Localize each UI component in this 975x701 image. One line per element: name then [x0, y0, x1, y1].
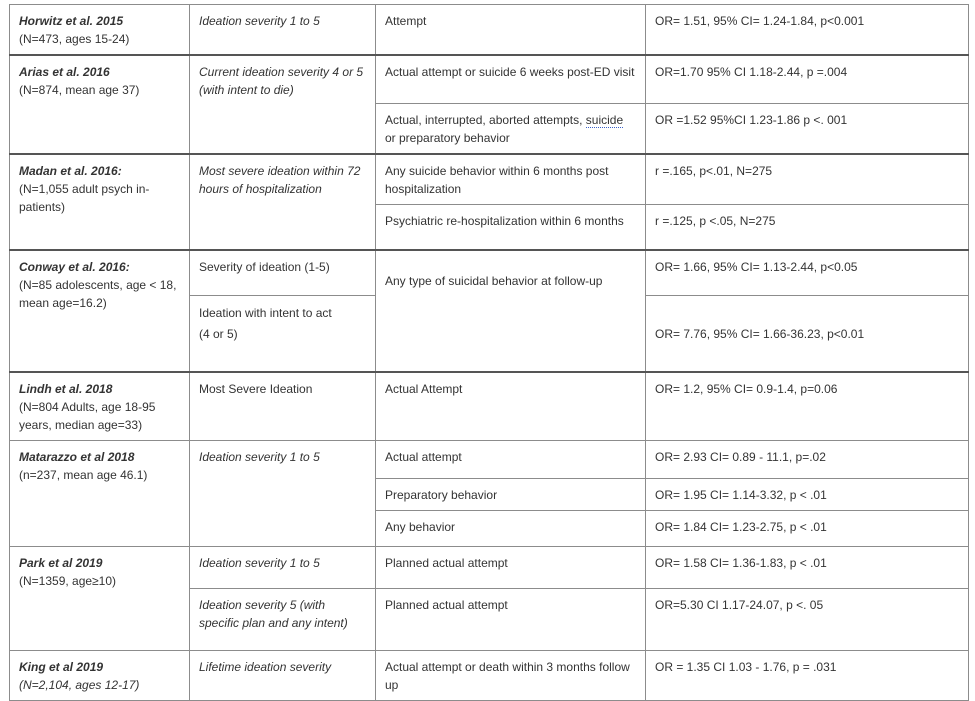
outcome-cell: Planned actual attempt — [376, 589, 646, 651]
table-row — [10, 651, 969, 701]
result-cell: OR=5.30 CI 1.17-24.07, p <. 05 — [646, 589, 969, 651]
study-cell — [10, 250, 190, 372]
measure-cell: Lifetime ideation severity — [190, 651, 376, 701]
result-cell: OR= 1.58 CI= 1.36-1.83, p < .01 — [646, 547, 969, 589]
study-name: Matarazzo et al 2018 — [19, 450, 135, 464]
study-detail: (N=473, ages 15-24) — [19, 32, 130, 46]
study-cell — [10, 372, 190, 441]
measure-cell: Most Severe Ideation — [190, 372, 376, 441]
table-row — [10, 5, 969, 56]
measure-line: Ideation with intent to act — [199, 305, 332, 320]
study-name: Conway et al. 2016: — [19, 260, 130, 274]
result-cell: OR = 1.35 CI 1.03 - 1.76, p = .031 — [646, 651, 969, 701]
outcome-text: or preparatory behavior — [385, 130, 510, 145]
table-row — [10, 547, 969, 589]
measure-cell: Severity of ideation (1-5) — [190, 250, 376, 295]
study-detail: (N=85 adolescents, age < 18, mean age=16.2) — [19, 278, 177, 310]
result-cell: OR=1.70 95% CI 1.18-2.44, p =.004 — [646, 55, 969, 103]
study-cell — [10, 55, 190, 154]
result-cell: OR =1.52 95%CI 1.23-1.86 p <. 001 — [646, 103, 969, 154]
study-cell — [10, 651, 190, 701]
measure-cell: Ideation severity 1 to 5 — [190, 441, 376, 547]
study-detail: (N=1359, age≥10) — [19, 574, 116, 588]
outcome-cell: Actual attempt or death within 3 months follow up — [376, 651, 646, 701]
table-row — [10, 154, 969, 205]
result-cell: OR= 1.2, 95% CI= 0.9-1.4, p=0.06 — [646, 372, 969, 441]
study-detail: (N=1,055 adult psych in-patients) — [19, 181, 150, 214]
study-cell — [10, 154, 190, 251]
outcome-cell: Psychiatric re-hospitalization within 6 months — [376, 204, 646, 250]
outcome-cell: Actual attempt — [376, 441, 646, 479]
measure-cell — [190, 295, 376, 372]
study-name: Madan et al. 2016: — [19, 163, 122, 178]
study-name: King et al 2019 — [19, 660, 104, 674]
result-cell: r =.125, p <.05, N=275 — [646, 204, 969, 250]
study-name: Arias et al. 2016 — [19, 65, 110, 79]
measure-cell: Ideation severity 1 to 5 — [190, 5, 376, 56]
outcome-cell: Attempt — [376, 5, 646, 56]
evidence-table — [9, 4, 969, 701]
measure-cell: Current ideation severity 4 or 5 (with intent to die) — [190, 55, 376, 154]
measure-line: (4 or 5) — [199, 326, 238, 341]
measure-cell: Ideation severity 1 to 5 — [190, 547, 376, 589]
result-cell: OR= 1.51, 95% CI= 1.24-1.84, p<0.001 — [646, 5, 969, 56]
outcome-cell: Any behavior — [376, 511, 646, 547]
result-cell: OR= 2.93 CI= 0.89 - 11.1, p=.02 — [646, 441, 969, 479]
study-cell — [10, 441, 190, 547]
result-cell: OR= 1.84 CI= 1.23-2.75, p < .01 — [646, 511, 969, 547]
table-row — [10, 441, 969, 479]
table-row — [10, 55, 969, 103]
measure-cell: Most severe ideation within 72 hours of hospitalization — [190, 154, 376, 251]
table-row — [10, 250, 969, 295]
outcome-cell: Any suicide behavior within 6 months post hospitalization — [376, 154, 646, 205]
result-cell: OR= 1.66, 95% CI= 1.13-2.44, p<0.05 — [646, 250, 969, 295]
study-detail: (N=804 Adults, age 18-95 years, median age=33) — [19, 400, 156, 432]
study-name: Horwitz et al. 2015 — [19, 14, 124, 28]
measure-cell: Ideation severity 5 (with specific plan and any intent) — [190, 589, 376, 651]
result-cell: r =.165, p<.01, N=275 — [646, 154, 969, 205]
study-detail: (N=874, mean age 37) — [19, 83, 140, 97]
spellcheck-flagged-word: suicide — [585, 112, 624, 127]
outcome-cell — [376, 250, 646, 372]
study-cell — [10, 547, 190, 651]
outcome-cell — [376, 103, 646, 154]
result-cell: OR= 1.95 CI= 1.14-3.32, p < .01 — [646, 479, 969, 511]
outcome-cell: Planned actual attempt — [376, 547, 646, 589]
study-cell — [10, 5, 190, 56]
outcome-cell: Actual attempt or suicide 6 weeks post-ED visit — [376, 55, 646, 103]
study-name: Lindh et al. 2018 — [19, 382, 113, 396]
outcome-cell: Preparatory behavior — [376, 479, 646, 511]
study-name: Park et al 2019 — [19, 556, 103, 570]
outcome-text: Actual, interrupted, aborted attempts, — [385, 112, 586, 127]
study-detail: (n=237, mean age 46.1) — [19, 468, 148, 482]
table-row — [10, 372, 969, 441]
outcome-cell: Actual Attempt — [376, 372, 646, 441]
study-detail: (N=2,104, ages 12-17) — [19, 678, 140, 692]
outcome-text: Any type of suicidal behavior at follow-up — [385, 274, 603, 288]
result-cell: OR= 7.76, 95% CI= 1.66-36.23, p<0.01 — [646, 295, 969, 372]
